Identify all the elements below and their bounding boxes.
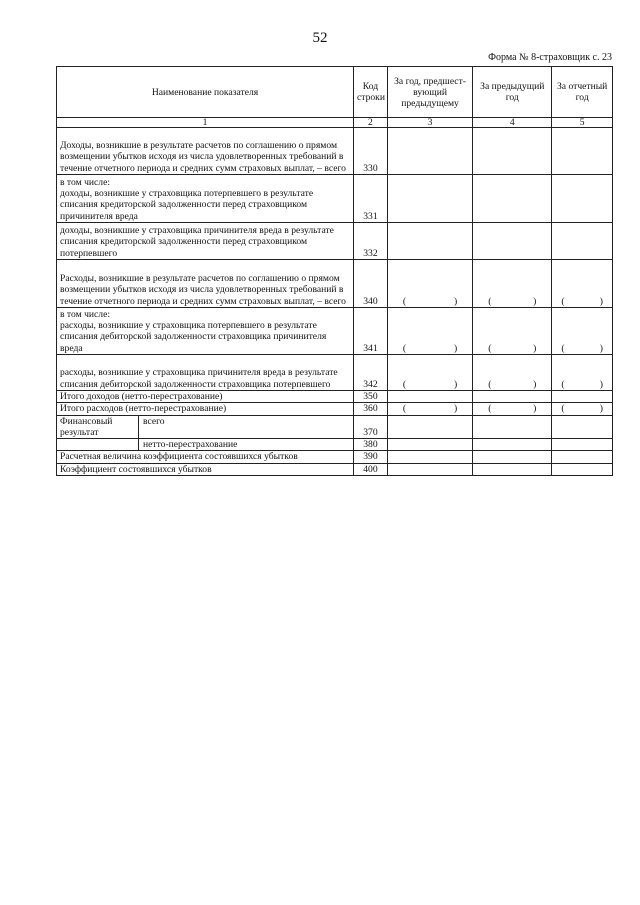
header-current-year: За отчетный год bbox=[552, 67, 613, 118]
paren-close: ) bbox=[454, 295, 458, 307]
paren-open: ( bbox=[402, 295, 407, 307]
row-code: 341 bbox=[354, 308, 388, 355]
value-cell[interactable] bbox=[387, 260, 472, 308]
value-cell[interactable] bbox=[387, 308, 472, 355]
paren-open: ( bbox=[488, 342, 492, 354]
value-cell[interactable] bbox=[552, 260, 613, 308]
row-label-prefix: в том числе: bbox=[60, 176, 111, 188]
paren-open: ( bbox=[561, 403, 565, 415]
group-label: Финансовый результат bbox=[57, 416, 139, 439]
row-label bbox=[57, 308, 354, 355]
paren-open: ( bbox=[488, 295, 492, 307]
header-prev-year: За предыдущий год bbox=[473, 67, 552, 118]
value-cell[interactable] bbox=[473, 391, 552, 403]
table-row bbox=[57, 223, 613, 260]
paren-close: ) bbox=[533, 403, 537, 415]
row-label: Итого расходов (нетто-перестрахование) bbox=[57, 403, 354, 415]
row-label bbox=[57, 415, 354, 439]
row-code: 380 bbox=[354, 439, 388, 451]
table-header-row bbox=[57, 67, 613, 118]
paren-open: ( bbox=[402, 378, 407, 390]
value-cell[interactable] bbox=[387, 223, 472, 260]
table-row bbox=[57, 260, 613, 308]
header-prev-prev-year: За год, предшест-вующий предыдущему bbox=[387, 67, 472, 118]
row-code: 350 bbox=[354, 391, 388, 403]
paren-open: ( bbox=[402, 403, 407, 415]
value-cell[interactable] bbox=[387, 403, 472, 415]
paren-open: ( bbox=[402, 342, 407, 354]
value-cell[interactable] bbox=[552, 403, 613, 415]
paren-open: ( bbox=[561, 342, 565, 354]
value-cell[interactable] bbox=[387, 451, 472, 463]
value-cell[interactable] bbox=[387, 128, 472, 175]
page-number: 52 bbox=[312, 30, 328, 46]
table-row bbox=[57, 463, 613, 475]
row-code: 342 bbox=[354, 355, 388, 391]
paren-close: ) bbox=[599, 342, 603, 354]
row-sublabel: нетто-перестрахование bbox=[143, 439, 238, 451]
value-cell[interactable] bbox=[473, 128, 552, 175]
value-cell[interactable] bbox=[473, 223, 552, 260]
value-cell[interactable] bbox=[473, 451, 552, 463]
value-cell[interactable] bbox=[552, 175, 613, 223]
paren-close: ) bbox=[454, 403, 458, 415]
row-label-text: расходы, возникшие у страховщика потерпевшего в результате списания дебиторской задолженности страховщика причинителя вреда bbox=[60, 320, 327, 354]
row-label: Расходы, возникшие в результате расчетов по соглашению о прямом возмещении убытков исходя из числа удовлетворенных требований в течение отчетного периода и средних сумм страховых выплат, – всего bbox=[57, 260, 354, 308]
paren-close: ) bbox=[533, 378, 537, 390]
value-cell[interactable] bbox=[552, 463, 613, 475]
column-number-row bbox=[57, 118, 613, 128]
row-label: Итого доходов (нетто-перестрахование) bbox=[57, 391, 354, 403]
value-cell[interactable] bbox=[473, 439, 552, 451]
value-cell[interactable] bbox=[552, 439, 613, 451]
row-code: 390 bbox=[354, 451, 388, 463]
value-cell[interactable] bbox=[552, 128, 613, 175]
value-cell[interactable] bbox=[473, 308, 552, 355]
row-label bbox=[57, 439, 354, 451]
column-number: 4 bbox=[473, 118, 552, 128]
row-sublabel: всего bbox=[143, 415, 165, 427]
value-cell[interactable] bbox=[552, 451, 613, 463]
header-name: Наименование показателя bbox=[57, 67, 354, 118]
table-row bbox=[57, 355, 613, 391]
row-label-text: доходы, возникшие у страховщика потерпевшего в результате списания кредиторской задолженности перед страховщиком причинителя вреда bbox=[60, 188, 314, 222]
row-code: 340 bbox=[354, 260, 388, 308]
value-cell[interactable] bbox=[473, 463, 552, 475]
value-cell[interactable] bbox=[387, 391, 472, 403]
report-table bbox=[56, 66, 613, 476]
row-label: Доходы, возникшие в результате расчетов по соглашению о прямом возмещении убытков исходя из числа удовлетворенных требований в течение отчетного периода и средних сумм страховых выплат, – всего bbox=[57, 128, 354, 175]
value-cell[interactable] bbox=[473, 415, 552, 439]
paren-close: ) bbox=[599, 403, 603, 415]
value-cell[interactable] bbox=[473, 175, 552, 223]
paren-open: ( bbox=[561, 295, 565, 307]
value-cell[interactable] bbox=[552, 308, 613, 355]
row-code: 370 bbox=[354, 415, 388, 439]
value-cell[interactable] bbox=[552, 223, 613, 260]
header-code: Код строки bbox=[354, 67, 388, 118]
value-cell[interactable] bbox=[387, 439, 472, 451]
row-label: Коэффициент состоявшихся убытков bbox=[57, 463, 354, 475]
table-row bbox=[57, 415, 613, 439]
row-label bbox=[57, 175, 354, 223]
column-number: 3 bbox=[387, 118, 472, 128]
row-code: 400 bbox=[354, 463, 388, 475]
value-cell[interactable] bbox=[473, 355, 552, 391]
table-row bbox=[57, 308, 613, 355]
paren-open: ( bbox=[488, 378, 492, 390]
paren-close: ) bbox=[599, 295, 603, 307]
column-number: 2 bbox=[354, 118, 388, 128]
value-cell[interactable] bbox=[387, 175, 472, 223]
table-row bbox=[57, 439, 613, 451]
paren-close: ) bbox=[533, 342, 537, 354]
paren-open: ( bbox=[488, 403, 492, 415]
paren-close: ) bbox=[454, 342, 458, 354]
value-cell[interactable] bbox=[387, 355, 472, 391]
row-label: Расчетная величина коэффициента состоявшихся убытков bbox=[57, 451, 354, 463]
column-number: 5 bbox=[552, 118, 613, 128]
row-label-prefix: в том числе: bbox=[60, 308, 111, 320]
table-row bbox=[57, 403, 613, 415]
value-cell[interactable] bbox=[387, 463, 472, 475]
row-code: 331 bbox=[354, 175, 388, 223]
value-cell[interactable] bbox=[552, 391, 613, 403]
column-number: 1 bbox=[57, 118, 354, 128]
row-code: 332 bbox=[354, 223, 388, 260]
value-cell[interactable] bbox=[552, 415, 613, 439]
value-cell[interactable] bbox=[387, 415, 472, 439]
value-cell[interactable] bbox=[473, 260, 552, 308]
paren-close: ) bbox=[454, 378, 458, 390]
paren-open: ( bbox=[561, 378, 565, 390]
table-row bbox=[57, 451, 613, 463]
row-label: расходы, возникшие у страховщика причинителя вреда в результате списания дебиторской задолженности страховщика потерпевшего bbox=[57, 355, 354, 391]
row-label: доходы, возникшие у страховщика причинителя вреда в результате списания кредиторской задолженности перед страховщиком потерпевшего bbox=[57, 223, 354, 260]
paren-close: ) bbox=[533, 295, 537, 307]
value-cell[interactable] bbox=[552, 355, 613, 391]
table-row bbox=[57, 391, 613, 403]
form-label: Форма № 8-страховщик с. 23 bbox=[488, 52, 612, 63]
value-cell[interactable] bbox=[473, 403, 552, 415]
table-row bbox=[57, 175, 613, 223]
group-spacer bbox=[57, 439, 139, 450]
table-row bbox=[57, 128, 613, 175]
paren-close: ) bbox=[599, 378, 603, 390]
row-code: 330 bbox=[354, 128, 388, 175]
row-code: 360 bbox=[354, 403, 388, 415]
